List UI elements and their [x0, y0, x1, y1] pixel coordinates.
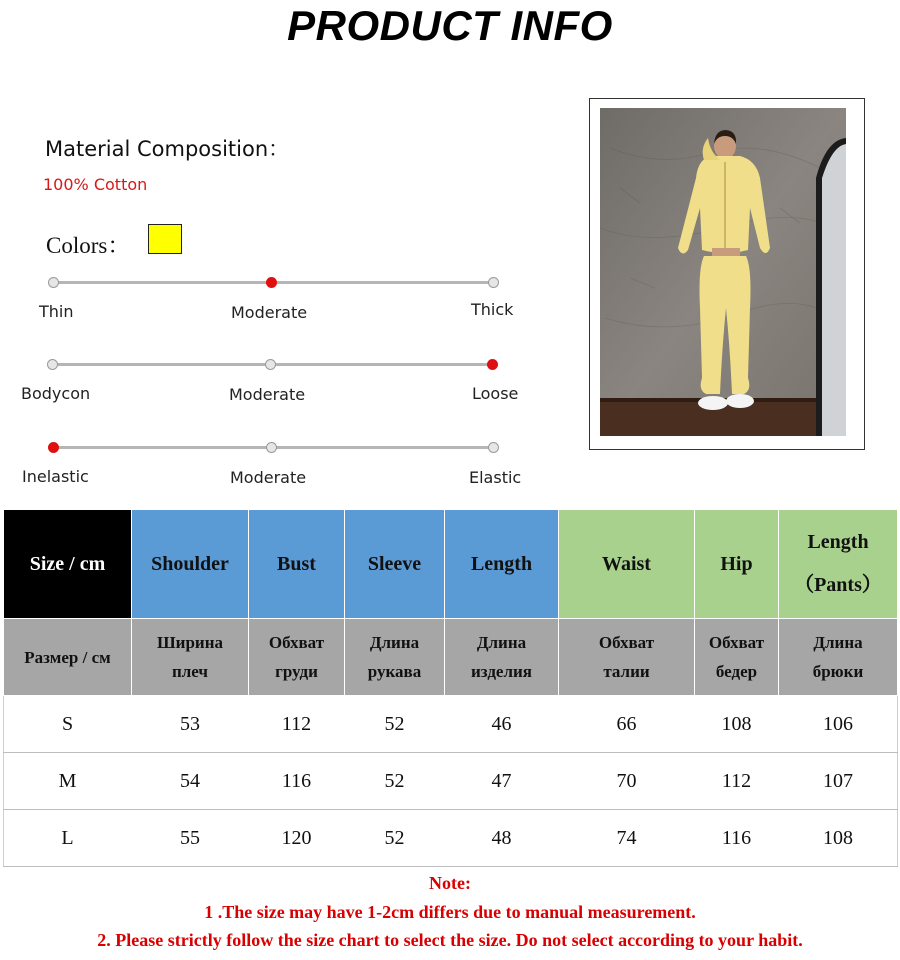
thickness-scale: [0, 281, 560, 341]
header-ru-shoulder: Ширина плеч: [132, 619, 249, 696]
cell-sleeve: 52: [345, 696, 445, 753]
scale-label-thin: Thin: [39, 302, 74, 321]
header-hip: Hip: [695, 510, 779, 619]
scale-label-thick: Thick: [471, 300, 514, 319]
cell-hip: 116: [695, 810, 779, 867]
page-title: PRODUCT INFO: [287, 2, 613, 49]
scale-dot-thin: [48, 277, 59, 288]
cell-length: 46: [445, 696, 559, 753]
cell-pants-length: 107: [779, 753, 898, 810]
scale-dot-moderate: [265, 359, 276, 370]
cell-bust: 120: [249, 810, 345, 867]
header-waist: Waist: [559, 510, 695, 619]
model-shoe-left: [698, 396, 728, 410]
cell-waist: 66: [559, 696, 695, 753]
model-shoe-right: [726, 394, 754, 408]
scale-label-moderate: Moderate: [230, 468, 307, 487]
cell-shoulder: 53: [132, 696, 249, 753]
fit-scale: [0, 363, 560, 423]
mirror: [822, 144, 846, 436]
header-ru-bust: Обхват груди: [249, 619, 345, 696]
material-value: 100% Cotton: [43, 175, 148, 194]
header-ru-hip: Обхват бедер: [695, 619, 779, 696]
scale-label-moderate: Moderate: [231, 303, 308, 322]
cell-size: L: [4, 810, 132, 867]
scale-label-moderate: Moderate: [229, 385, 306, 404]
cell-bust: 116: [249, 753, 345, 810]
header-bust: Bust: [249, 510, 345, 619]
note-line-1: 1 .The size may have 1-2cm differs due to manual measurement.: [204, 902, 696, 922]
table-row: [4, 810, 898, 867]
scale-dot-thick: [488, 277, 499, 288]
note-heading: Note:: [429, 873, 471, 893]
header-pants-length: Length （Pants）: [779, 510, 898, 619]
scale-dot-inelastic: [48, 442, 59, 453]
size-table-header: [4, 510, 898, 619]
colors-label: Colors：: [46, 233, 131, 258]
size-table-header-ru: [4, 619, 898, 696]
scale-dot-elastic: [488, 442, 499, 453]
cell-sleeve: 52: [345, 753, 445, 810]
cell-length: 47: [445, 753, 559, 810]
header-ru-sleeve: Длина рукава: [345, 619, 445, 696]
header-ru-waist: Обхват талии: [559, 619, 695, 696]
elasticity-scale: [0, 446, 560, 506]
cell-size: M: [4, 753, 132, 810]
cell-length: 48: [445, 810, 559, 867]
scale-label-bodycon: Bodycon: [21, 384, 91, 403]
scale-label-loose: Loose: [472, 384, 519, 403]
cell-hip: 112: [695, 753, 779, 810]
cell-size: S: [4, 696, 132, 753]
color-swatch-yellow[interactable]: [148, 224, 182, 254]
cell-pants-length: 106: [779, 696, 898, 753]
cell-sleeve: 52: [345, 810, 445, 867]
cell-waist: 74: [559, 810, 695, 867]
scale-label-elastic: Elastic: [469, 468, 522, 487]
size-chart-table: [3, 509, 898, 867]
product-photo[interactable]: [600, 108, 846, 436]
scale-dot-loose: [487, 359, 498, 370]
cell-shoulder: 54: [132, 753, 249, 810]
scale-label-inelastic: Inelastic: [22, 467, 89, 486]
scale-dot-moderate: [266, 277, 277, 288]
note-line-2: 2. Please strictly follow the size chart to select the size. Do not select according to your habit.: [97, 930, 803, 950]
product-photo-frame: [589, 98, 865, 450]
cell-bust: 112: [249, 696, 345, 753]
header-size: Size / cm: [4, 510, 132, 619]
header-ru-length: Длина изделия: [445, 619, 559, 696]
cell-pants-length: 108: [779, 810, 898, 867]
scale-dot-bodycon: [47, 359, 58, 370]
table-row: [4, 696, 898, 753]
scale-dot-moderate: [266, 442, 277, 453]
header-ru-size: Размер / см: [4, 619, 132, 696]
table-row: [4, 753, 898, 810]
cell-hip: 108: [695, 696, 779, 753]
header-length: Length: [445, 510, 559, 619]
cell-shoulder: 55: [132, 810, 249, 867]
header-shoulder: Shoulder: [132, 510, 249, 619]
material-label: Material Composition：: [45, 137, 290, 161]
cell-waist: 70: [559, 753, 695, 810]
header-ru-pants-length: Длина брюки: [779, 619, 898, 696]
header-sleeve: Sleeve: [345, 510, 445, 619]
